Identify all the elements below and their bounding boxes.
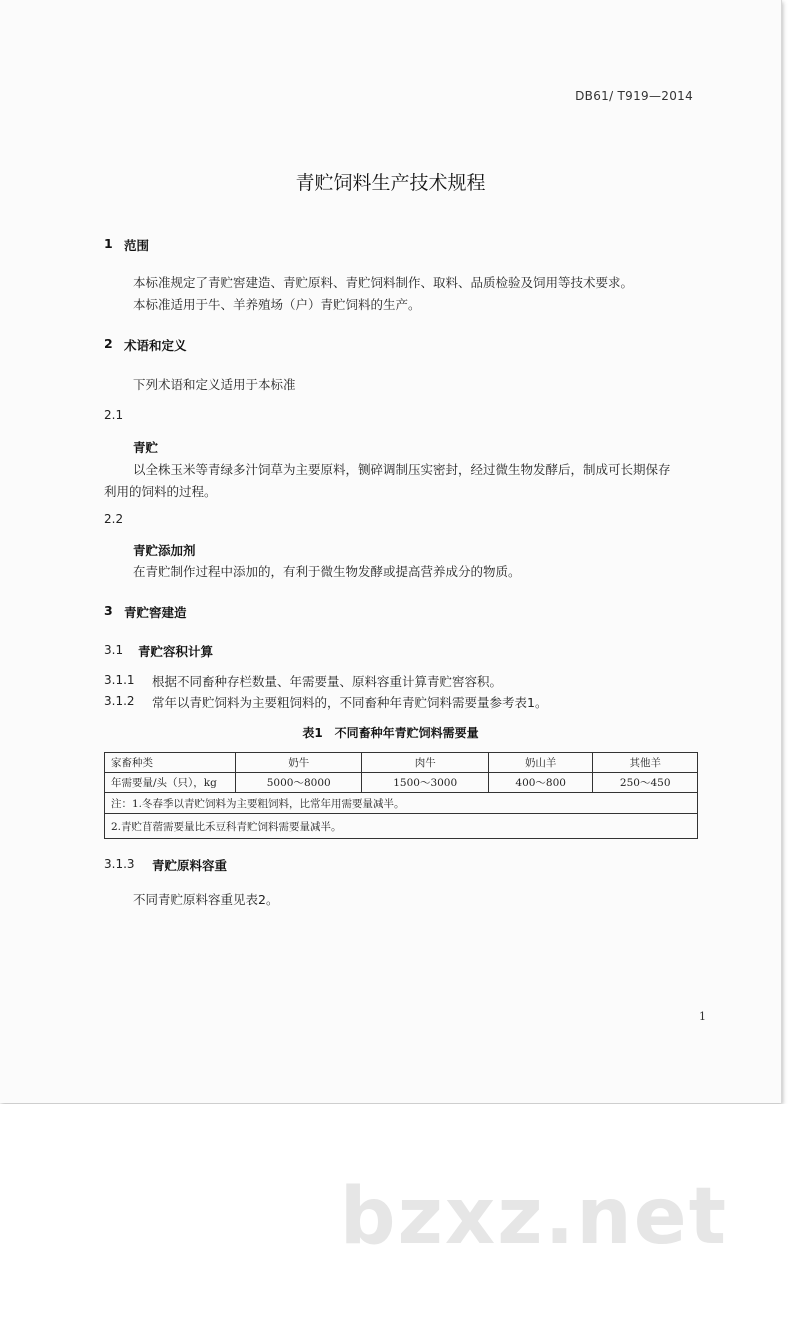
section-1-number: 1 — [104, 236, 113, 251]
table-header-cell: 奶山羊 — [488, 753, 593, 773]
term-silage-definition-line-1: 以全株玉米等青绿多汁饲草为主要原料，铡碎调制压实密封，经过微生物发酵后，制成可长期保存 — [133, 462, 671, 477]
document-title: 青贮饲料生产技术规程 — [295, 172, 486, 194]
table-1-caption: 表1 不同畜种年青贮饲料需要量 — [302, 726, 479, 740]
table-note-1: 注：1.冬春季以青贮饲料为主要粗饲料，比常年用需要量减半。 — [105, 793, 698, 814]
table-note-row — [105, 814, 698, 839]
section-3-1-2-number: 3.1.2 — [104, 694, 135, 708]
section-3-1-3-title: 青贮原料容重 — [152, 858, 228, 873]
table-header-cell: 奶牛 — [236, 753, 362, 773]
table-cell: 年需要量/头（只），kg — [105, 773, 236, 793]
term-silage-additive-definition: 在青贮制作过程中添加的，有利于微生物发酵或提高营养成分的物质。 — [133, 564, 521, 579]
section-2-1-number: 2.1 — [104, 408, 124, 422]
document-code: DB61/ T919—2014 — [575, 89, 693, 103]
table-1 — [104, 752, 698, 839]
section-3-1-2-text: 常年以青贮饲料为主要粗饲料的，不同畜种年青贮饲料需要量参考表1。 — [152, 695, 548, 710]
table-cell: 250～450 — [593, 773, 698, 793]
section-3-number: 3 — [104, 603, 113, 618]
section-2-paragraph: 下列术语和定义适用于本标准 — [133, 377, 296, 392]
section-1-paragraph-1: 本标准规定了青贮窖建造、青贮原料、青贮饲料制作、取料、品质检验及饲用等技术要求。 — [133, 275, 634, 290]
table-cell: 1500～3000 — [362, 773, 488, 793]
section-2-number: 2 — [104, 336, 113, 351]
table-note-row — [105, 793, 698, 814]
table-header-cell: 家畜种类 — [105, 753, 236, 773]
section-1-title: 范围 — [124, 238, 150, 253]
section-3-1-title: 青贮容积计算 — [138, 644, 214, 659]
section-3-title: 青贮窖建造 — [124, 605, 187, 620]
term-silage: 青贮 — [133, 440, 159, 455]
section-3-1-number: 3.1 — [104, 643, 124, 657]
section-3-1-1-number: 3.1.1 — [104, 673, 135, 687]
table-row — [105, 773, 698, 793]
table-header-row — [105, 753, 698, 773]
section-3-1-3-text: 不同青贮原料容重见表2。 — [133, 892, 279, 907]
section-1-paragraph-2: 本标准适用于牛、羊养殖场（户）青贮饲料的生产。 — [133, 297, 421, 312]
table-cell: 5000～8000 — [236, 773, 362, 793]
term-silage-definition-line-2: 利用的饲料的过程。 — [104, 484, 217, 499]
page-number: 1 — [699, 1010, 706, 1023]
section-3-1-1-text: 根据不同畜种存栏数量、年需要量、原料容重计算青贮窖容积。 — [152, 674, 503, 689]
table-header-cell: 肉牛 — [362, 753, 488, 773]
section-2-2-number: 2.2 — [104, 512, 124, 526]
watermark: bzxz.net — [339, 1172, 728, 1262]
table-cell: 400～800 — [488, 773, 593, 793]
section-2-title: 术语和定义 — [124, 338, 187, 353]
table-note-2: 2.青贮苜蓿需要量比禾豆科青贮饲料需要量减半。 — [105, 814, 698, 839]
section-3-1-3-number: 3.1.3 — [104, 857, 135, 871]
table-header-cell: 其他羊 — [593, 753, 698, 773]
term-silage-additive: 青贮添加剂 — [133, 543, 196, 558]
